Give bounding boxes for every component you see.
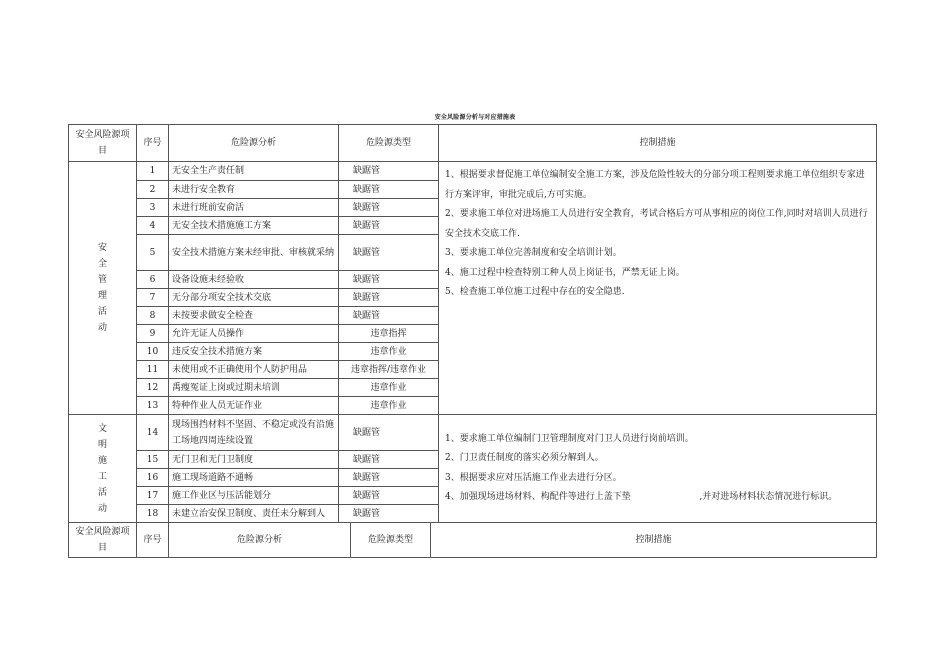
document-title: 安全风险源分析与对应措施表 (434, 114, 516, 121)
row-type: 违章指挥 (339, 325, 439, 343)
row-type: 缺踞管 (339, 289, 439, 307)
row-number: 2 (137, 181, 169, 199)
row-type: 缺踞管 (339, 307, 439, 325)
row-type: 违章作业 (339, 379, 439, 397)
row-hazard: 设备设施未经验收 (169, 271, 339, 289)
row-type: 违章作业 (339, 343, 439, 361)
category-civilized-construction: 文 明 施 工 活 动 (69, 415, 137, 523)
row-type: 缺踞管 (339, 235, 439, 271)
row-hazard: 无门卫和无门卫制度 (169, 451, 339, 469)
row-hazard: 禹瘦冤证上岗或过期未培训 (169, 379, 339, 397)
row-number: 6 (137, 271, 169, 289)
row-number: 10 (137, 343, 169, 361)
row-hazard: 允许无证人员操作 (169, 325, 339, 343)
row-type: 缺踞管 (339, 469, 439, 487)
row-number: 12 (137, 379, 169, 397)
row-number: 7 (137, 289, 169, 307)
row-type: 缺踞管 (339, 217, 439, 235)
row-hazard: 未使用或不正确使用个人防护用品 (169, 361, 339, 379)
table-row (69, 415, 877, 451)
row-type: 缺踞管 (339, 451, 439, 469)
row-number: 13 (137, 397, 169, 415)
footer-header-category: 安全风险源项目 (69, 523, 137, 558)
row-number: 1 (137, 162, 169, 181)
row-number: 11 (137, 361, 169, 379)
row-number: 18 (137, 505, 169, 523)
row-hazard: 安全技术措施方案未经审批、审核就采纳 (169, 235, 339, 271)
row-hazard: 施工作业区与压活能划分 (169, 487, 339, 505)
repeated-header-table (68, 522, 877, 558)
row-hazard: 特种作业人员无证作业 (169, 397, 339, 415)
row-hazard: 施工现场道路不通畅 (169, 469, 339, 487)
row-number: 14 (137, 415, 169, 451)
row-type: 缺踞管 (339, 271, 439, 289)
risk-table (68, 124, 877, 523)
row-number: 3 (137, 199, 169, 217)
category-safety-management: 安 全 管 理 活 动 (69, 162, 137, 415)
row-type: 缺踞管 (339, 181, 439, 199)
footer-header-hazard: 危险源分析 (169, 523, 351, 558)
row-hazard: 未进行班前安俞活 (169, 199, 339, 217)
header-number: 序号 (137, 125, 169, 162)
row-type: 违章指挥/违章作业 (339, 361, 439, 379)
control-measures-safety: 1、根据要求督促施工单位编制安全施工方案，涉及危险性较大的分部分项工程则要求施工单位组织专家进行方案评审，审批完成后,方可实施。 2、要求施工单位对进场施工人员进行安全教育，考试合格后方可从事相应的岗位工作,同时对培训人员进行安全技术交底工作. 3、要求施工单位完善制度和安全培训计划。 4、施工过程中检查特别工种人员上岗证书，严禁无证上岗。 5、检查施工单位施工过程中存在的安全隐患. (439, 162, 877, 415)
header-control: 控制措施 (439, 125, 877, 162)
footer-header-type: 危险源类型 (351, 523, 431, 558)
row-hazard: 无分部分项安全技术交底 (169, 289, 339, 307)
header-hazard: 危险源分析 (169, 125, 339, 162)
row-number: 4 (137, 217, 169, 235)
row-hazard: 未建立治安保卫制度、责任未分解到人 (169, 505, 339, 523)
row-number: 17 (137, 487, 169, 505)
header-category: 安全风险源项目 (69, 125, 137, 162)
row-number: 5 (137, 235, 169, 271)
repeated-header-row (69, 523, 877, 558)
header-type: 危险源类型 (339, 125, 439, 162)
row-number: 15 (137, 451, 169, 469)
row-number: 9 (137, 325, 169, 343)
row-hazard: 违反安全技术措施方案 (169, 343, 339, 361)
row-type: 缺踞管 (339, 199, 439, 217)
row-hazard: 现场围挡材料不坚固、不稳定或没有沿施工场地四周连续设置 (169, 415, 339, 451)
row-type: 缺踞管 (339, 415, 439, 451)
row-hazard: 无安全技术措施施工方案 (169, 217, 339, 235)
row-type: 缺踞管 (339, 487, 439, 505)
row-hazard: 无安全生产责任制 (169, 162, 339, 181)
table-row (69, 162, 877, 181)
table-header-row (69, 125, 877, 162)
footer-header-control: 控制措施 (431, 523, 877, 558)
footer-header-number: 序号 (137, 523, 169, 558)
row-hazard: 未进行安全教育 (169, 181, 339, 199)
row-hazard: 未按要求做安全检查 (169, 307, 339, 325)
row-type: 违章作业 (339, 397, 439, 415)
control-measures-civilized: 1、要求施工单位编制门卫管理制度对门卫人员进行岗前培训。 2、门卫责任制度的落实必须分解到人。 3、根据要求应对压活施工作业去进行分区。 4、加强现场进场材料、构配件等进行上盖下垫 ,并对进场材料状态情况进行标识。 (439, 415, 877, 523)
row-type: 缺踞管 (339, 505, 439, 523)
row-type: 缺踞管 (339, 162, 439, 181)
row-number: 16 (137, 469, 169, 487)
row-number: 8 (137, 307, 169, 325)
